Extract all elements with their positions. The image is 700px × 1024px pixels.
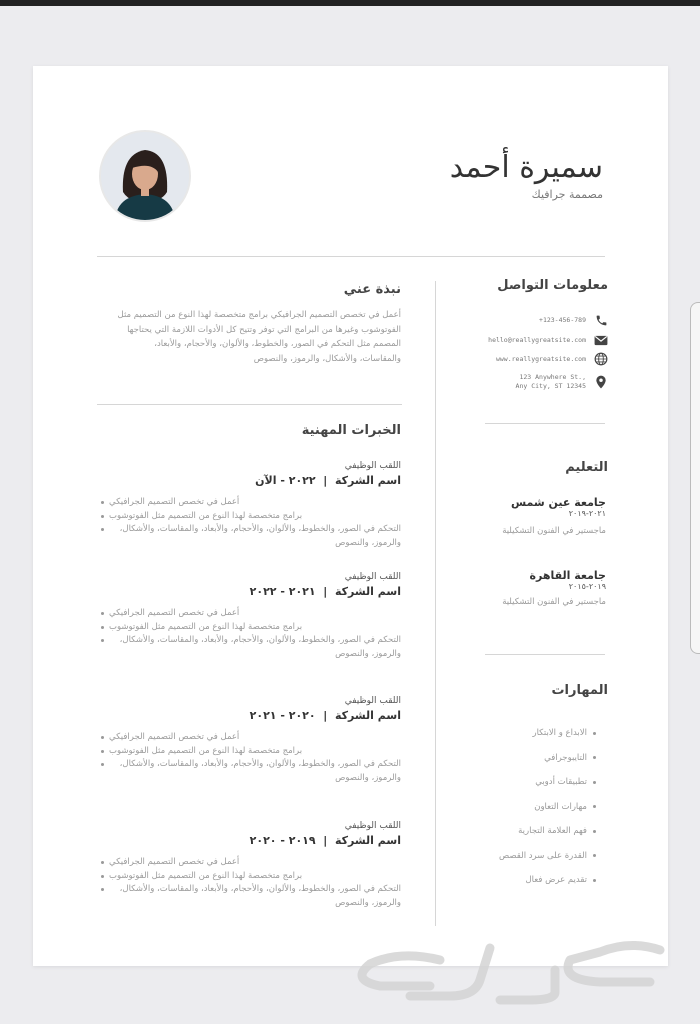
contact-divider [485,423,605,424]
address-text [516,373,586,391]
bullet-dot [101,528,104,531]
education-title: التعليم [565,460,608,475]
education-item [406,569,606,607]
job-entry [101,821,401,910]
header-divider [97,256,605,257]
skill-label: تطبيقات أدوبي [535,777,587,788]
job-bullet [101,634,401,661]
profile-photo [99,130,191,222]
job-bullet [101,510,401,524]
website-text: www.reallygreatsite.com [495,354,586,363]
skill-item [416,868,596,893]
job-bullet [101,496,401,510]
job-bullet [101,745,401,759]
bullet-dot [101,875,104,878]
job-bullet-text: التحكم في الصور، والخطوط، والألوان، والأحجام، والأبعاد، والمقاسات، والأشكال، والرموز، والنصوص [119,884,401,908]
job-entry [101,572,401,661]
bullet-dot [101,515,104,518]
skill-label: الابداع و الابتكار [532,728,587,739]
job-bullet-text: أعمل في تخصص التصميم الجرافيكي [109,732,240,742]
job-bullet-text: برامج متخصصة لهذا النوع من التصميم مثل الفوتوشوب [109,621,303,632]
job-bullet [101,523,401,550]
education-school: جامعة القاهرة [529,569,606,582]
about-divider [97,404,402,405]
education-item [406,496,606,536]
bullet-dot [101,639,104,642]
resume-name: سميرة أحمد [449,150,603,185]
job-bullet [101,607,401,621]
job-bullet [101,731,401,745]
email-icon [594,333,608,347]
phone-text: +123-456-789 [539,315,586,324]
resume-role: مصممة جرافيك [531,188,603,201]
job-bullet-text: التحكم في الصور، والخطوط، والألوان، والأحجام، والأبعاد، والمقاسات، والأشكال، والرموز، والنصوص [119,524,401,548]
job-bullets [101,496,401,550]
job-period: ٢٠١٩ - ٢٠٢٠ [249,834,316,847]
bullet-dot [593,732,596,735]
job-company-line: اسم الشركة | ٢٠٢١ - ٢٠٢٢ [249,585,401,598]
phone-icon [594,313,608,327]
top-status-bar [0,0,700,6]
bullet-dot [101,861,104,864]
address-line-1: 123 Anywhere St., [519,373,586,381]
job-title: اللقب الوظيفي [344,572,401,582]
skill-item [416,721,596,746]
job-period: ٢٠٢٠ - ٢٠٢١ [249,709,316,722]
skill-label: فهم العلامة التجارية [518,826,587,837]
job-company: اسم الشركة [334,474,401,487]
job-bullet [101,621,401,635]
education-school: جامعة عين شمس [510,496,606,509]
skills-title: المهارات [551,683,608,698]
bullet-dot [593,830,596,833]
job-bullet-text: برامج متخصصة لهذا النوع من التصميم مثل الفوتوشوب [109,510,303,521]
skill-label: التايبوجرافي [544,752,587,763]
job-period: ٢٠٢٢ - الآن [255,474,316,487]
job-bullets [101,856,401,910]
bullet-dot [101,750,104,753]
haraj-watermark-logo [330,930,680,1012]
bullet-dot [101,888,104,891]
job-bullet-text: التحكم في الصور، والخطوط، والألوان، والأحجام، والأبعاد، والمقاسات، والأشكال، والرموز، والنصوص [119,635,401,659]
bullet-dot [593,805,596,808]
job-bullets [101,607,401,661]
job-bullet [101,856,401,870]
job-bullet [101,758,401,785]
contact-website [408,352,608,366]
globe-icon [594,352,608,366]
job-title: اللقب الوظيفي [344,821,401,831]
contact-phone [408,313,608,327]
education-degree: ماجستير في الفنون التشكيلية [502,526,606,536]
skill-item [416,746,596,771]
job-company: اسم الشركة [334,585,401,598]
bullet-dot [101,501,104,504]
address-line-2: Any City, ST 12345 [515,382,586,390]
skill-label: مهارات التعاون [534,801,587,812]
skills-list [416,721,596,893]
job-period: ٢٠٢١ - ٢٠٢٢ [249,585,316,598]
side-scroll-handle[interactable] [690,302,700,654]
about-title: نبذة عني [343,282,401,297]
bullet-dot [101,626,104,629]
resume-page [33,66,668,966]
education-date: ٢٠١٩-٢٠١٥ [568,582,606,591]
bullet-dot [593,756,596,759]
education-date: ٢٠٢١-٢٠١٩ [568,509,606,518]
job-bullets [101,731,401,785]
job-bullet-text: أعمل في تخصص التصميم الجرافيكي [109,608,240,618]
job-title: اللقب الوظيفي [344,461,401,471]
contact-address [408,373,608,391]
about-text: أعمل في تخصص التصميم الجرافيكي برامج متخصصة لهذا النوع من التصميم مثل الفوتوشوب وغيرها من البرامج التي توفر وتتيح كل الأدوات اللازمة التي يحتاجها المصمم مثل التحكم في الصور، والخطوط، والألوان، والأحجام، والأبعاد، والمقاسات، والأشكال، والرموز، والنصوص [117,310,401,364]
job-entry [101,461,401,550]
education-degree: ماجستير في الفنون التشكيلية [502,597,606,607]
bullet-dot [101,612,104,615]
experience-title: الخبرات المهنية [301,423,401,438]
job-company-line: اسم الشركة | ٢٠٢٢ - الآن [255,474,401,487]
contact-title: معلومات التواصل [497,278,608,293]
bullet-dot [593,879,596,882]
education-divider [485,654,605,655]
bullet-dot [101,736,104,739]
job-bullet-text: أعمل في تخصص التصميم الجرافيكي [109,857,240,867]
job-bullet-text: أعمل في تخصص التصميم الجرافيكي [109,497,240,507]
skill-item [416,770,596,795]
job-company-line: اسم الشركة | ٢٠٢٠ - ٢٠٢١ [249,709,401,722]
bullet-dot [593,854,596,857]
job-bullet-text: برامج متخصصة لهذا النوع من التصميم مثل الفوتوشوب [109,870,303,881]
contact-email [408,333,608,347]
job-company: اسم الشركة [334,834,401,847]
job-bullet [101,870,401,884]
job-bullet-text: التحكم في الصور، والخطوط، والألوان، والأحجام، والأبعاد، والمقاسات، والأشكال، والرموز، والنصوص [119,759,401,783]
job-bullet [101,883,401,910]
skill-item [416,844,596,869]
bullet-dot [101,763,104,766]
job-bullet-text: برامج متخصصة لهذا النوع من التصميم مثل الفوتوشوب [109,745,303,756]
bullet-dot [593,781,596,784]
location-pin-icon [594,375,608,389]
skill-item [416,819,596,844]
job-title: اللقب الوظيفي [344,696,401,706]
skill-label: تقديم عرض فعال [525,875,587,886]
job-entry [101,696,401,785]
skill-item [416,795,596,820]
skill-label: القدرة على سرد القصص [499,850,587,861]
email-text: hello@reallygreatsite.com [488,335,586,344]
job-company-line: اسم الشركة | ٢٠١٩ - ٢٠٢٠ [249,834,401,847]
job-company: اسم الشركة [334,709,401,722]
